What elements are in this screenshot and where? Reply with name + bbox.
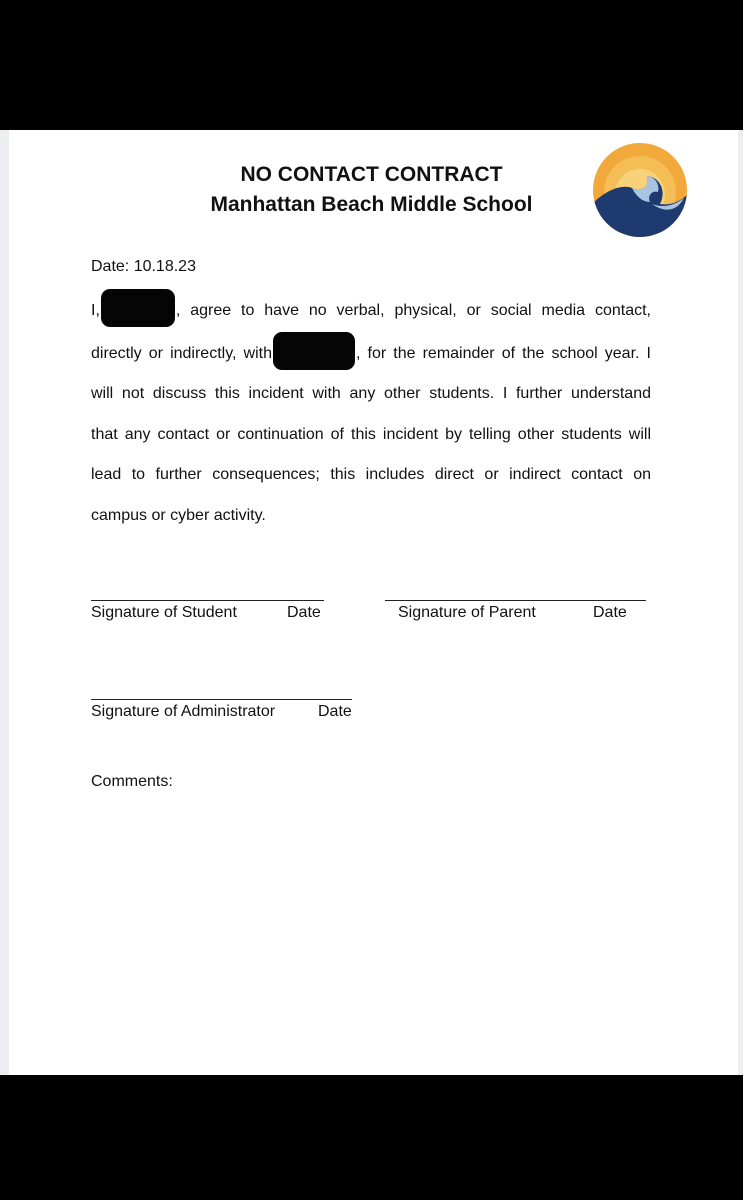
body-line-5: lead to further consequences; this includes direct or indirect contact on [91, 466, 651, 483]
redacted-name-1 [101, 289, 175, 327]
document-page [0, 130, 743, 1075]
contract-date: Date: 10.18.23 [91, 258, 196, 275]
student-signature-label: Signature of Student [91, 604, 237, 621]
administrator-signature-line [91, 699, 352, 700]
page-edge-left [0, 130, 9, 1075]
body-line-4: that any contact or continuation of this incident by telling other students will [91, 425, 651, 443]
contract-body [91, 289, 651, 536]
wave-logo-icon [592, 142, 688, 238]
student-date-label: Date [287, 604, 321, 621]
student-signature-line [91, 600, 324, 601]
comments-label: Comments: [91, 773, 173, 790]
administrator-signature-label: Signature of Administrator [91, 703, 276, 720]
body-line-3: will not discuss this incident with any other students. I further understand [91, 385, 651, 402]
page-edge-right [738, 130, 743, 1075]
parent-date-label: Date [593, 604, 627, 621]
body-line-2: directly or indirectly, with , for the remainder of the school year. I [91, 332, 651, 375]
school-name: Manhattan Beach Middle School [210, 193, 533, 216]
body-line-6: campus or cyber activity. [91, 506, 266, 524]
parent-signature-line [385, 600, 646, 601]
redacted-name-2 [273, 332, 355, 370]
administrator-date-label: Date [318, 703, 352, 720]
body-line-1: I, , agree to have no verbal, physical, or social media contact, [91, 289, 651, 332]
contract-title: NO CONTACT CONTRACT [240, 163, 503, 186]
parent-signature-label: Signature of Parent [398, 604, 536, 621]
